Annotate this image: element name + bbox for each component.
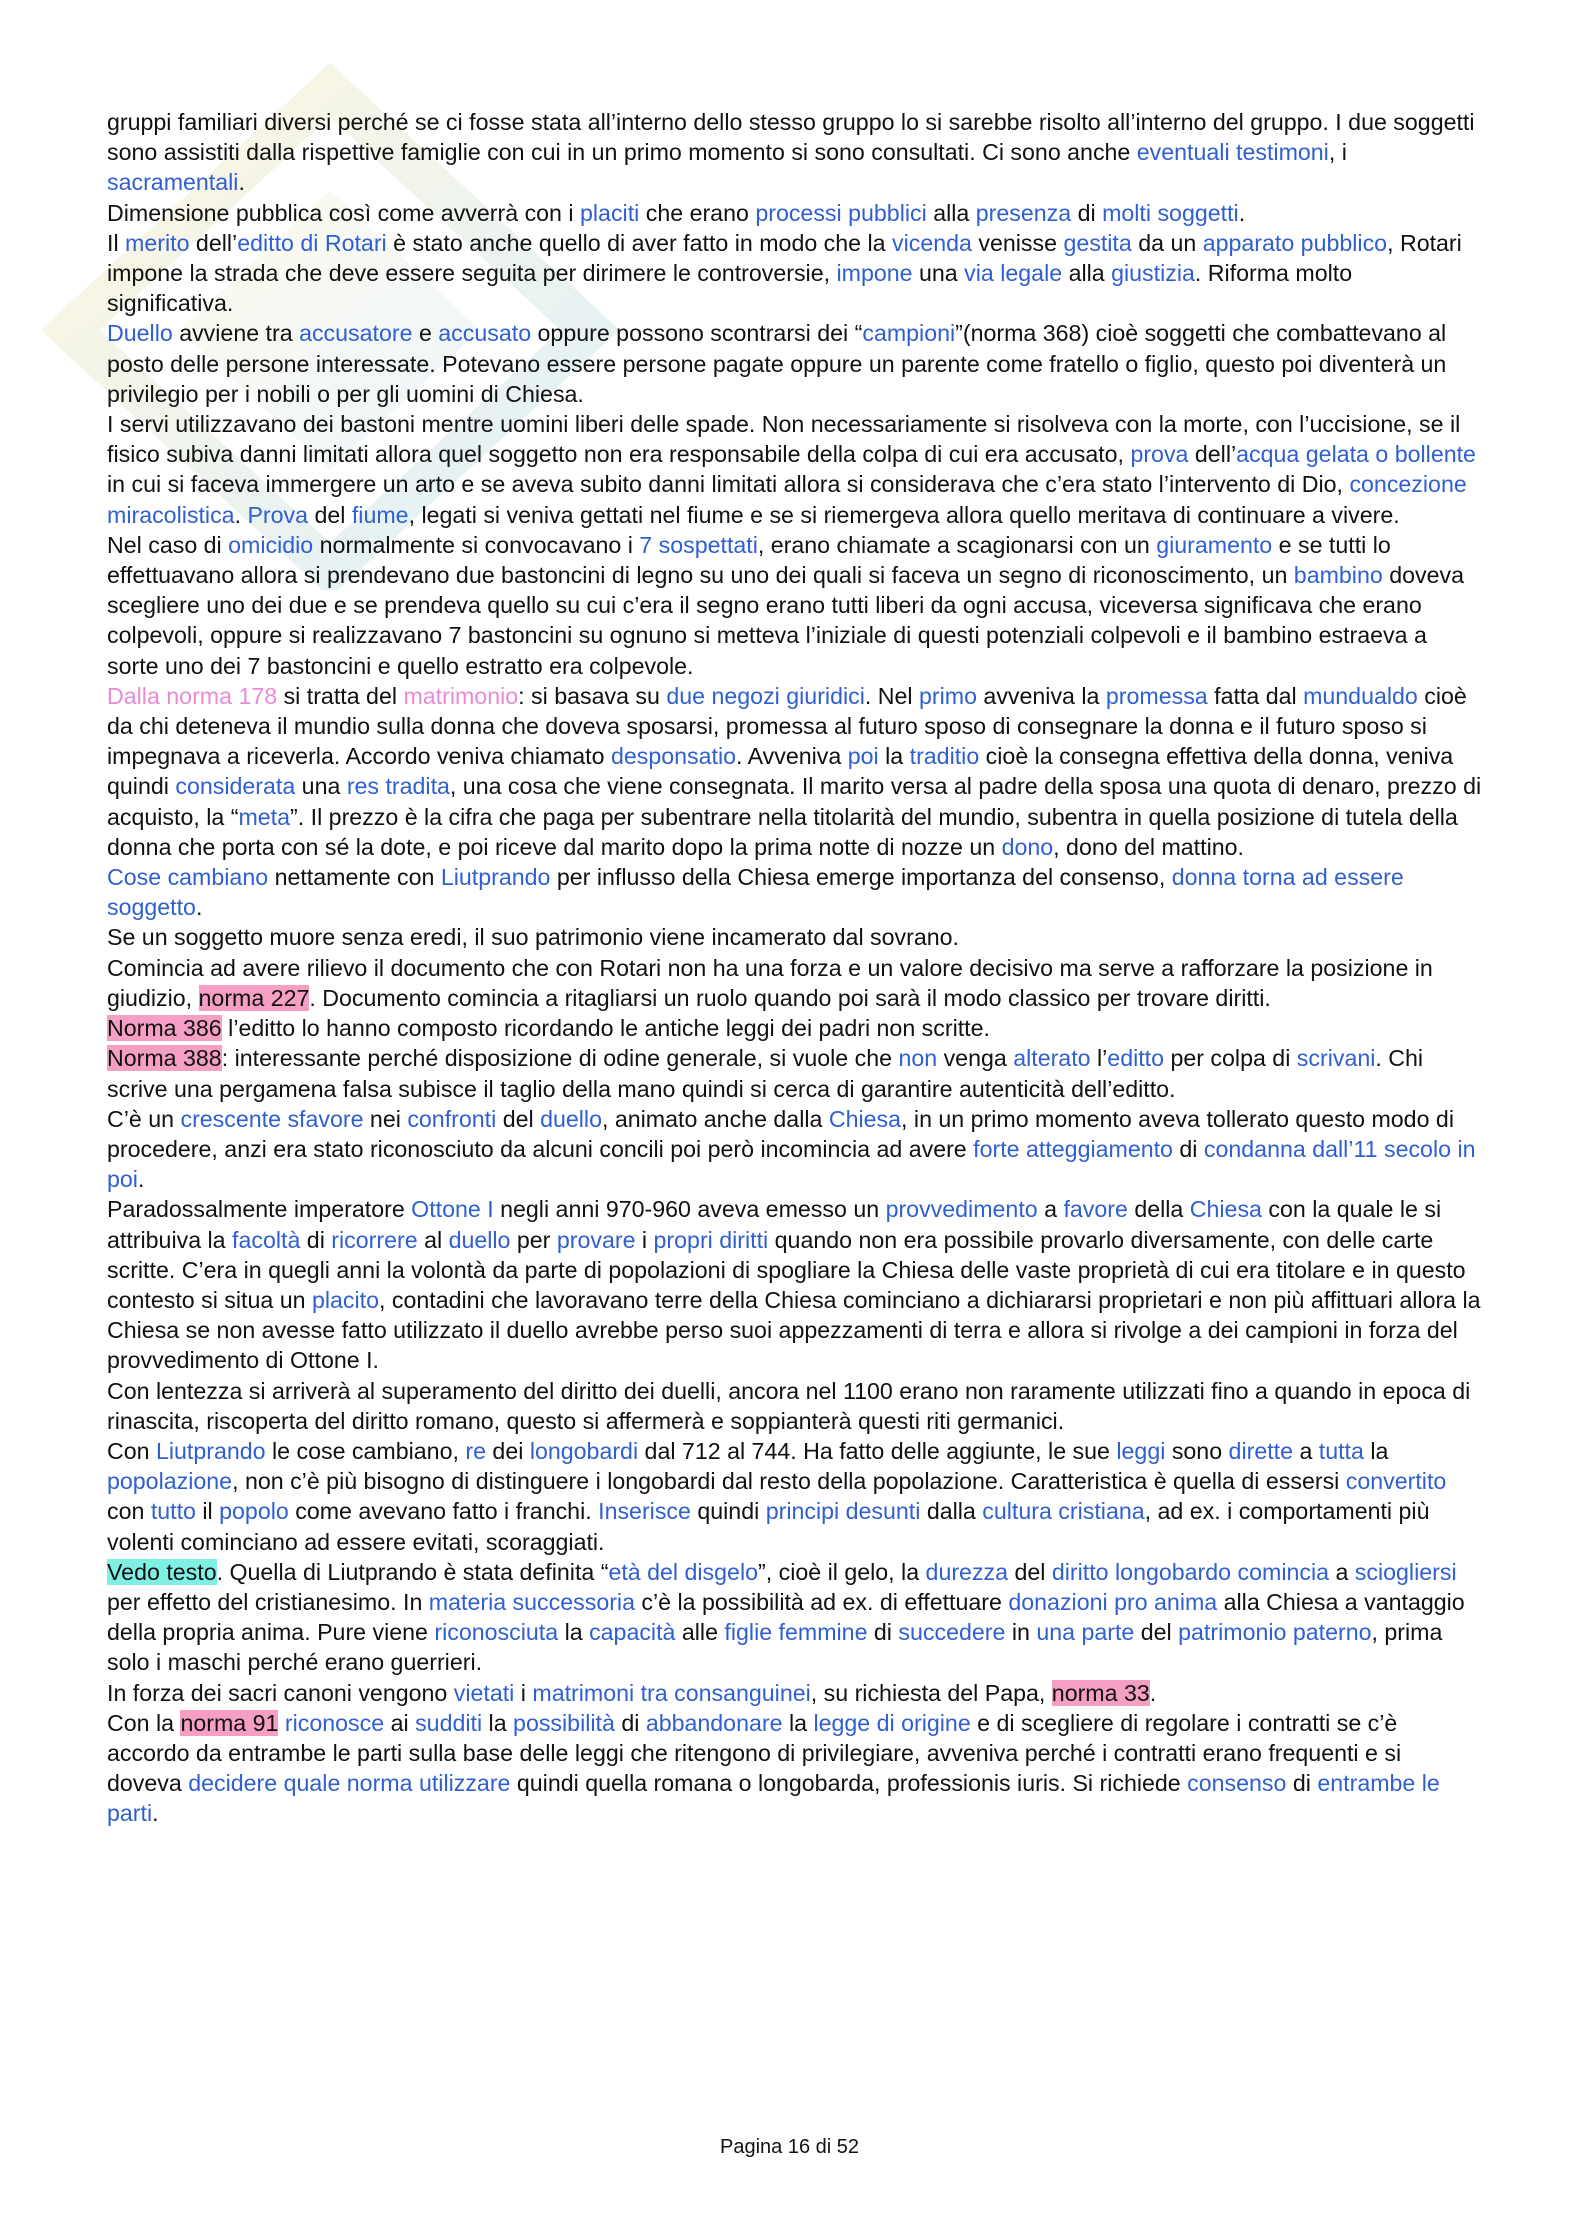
text-run: , Rotari impone la strada che deve essere seguita per dirimere le controversie, [107, 229, 1462, 287]
text-run: . Avveniva [736, 743, 848, 770]
text-blue: editto [1107, 1045, 1165, 1072]
paragraph [107, 198, 1482, 228]
text-run: Paradossalmente imperatore [107, 1196, 412, 1223]
text-run: ”(norma 368) cioè soggetti che combattevano al posto delle persone interessate. Potevano essere persone pagate oppure un parente come fratello o figlio, questo poi diventerà un privilegio per i nobili o per gli uomini di Chiesa. [107, 320, 1447, 407]
text-run: Il [107, 229, 126, 256]
paragraph [107, 862, 1482, 922]
text-run: in cui si faceva immergere un arto e se aveva subito danni limitati allora si considerava che c’era stato l’intervento di Dio, [107, 471, 1350, 498]
text-run: cioè da chi deteneva il mundio sulla donna che doveva sposarsi, promessa al futuro sposo di consegnare la donna e il futuro sposo si impegnava a riceverla. Accordo veniva chiamato [107, 682, 1467, 770]
text-run: fatta dal [1207, 682, 1304, 709]
text-run: dei [485, 1437, 530, 1464]
text-blue: Inserisce [598, 1498, 691, 1525]
text-blue: capacità [589, 1619, 676, 1646]
text-blue: campioni [862, 320, 956, 347]
text-blue: abbandonare [645, 1709, 783, 1736]
text-pink: matrimonio [403, 682, 519, 709]
text-blue: omicidio [228, 531, 314, 558]
text-blue: Duello [107, 320, 173, 347]
text-run: alla [1062, 260, 1112, 287]
text-run: venisse [971, 229, 1064, 256]
text-run: oppure possono scontrarsi dei “ [531, 320, 863, 347]
text-blue: cultura cristiana [982, 1498, 1145, 1525]
text-run: di [1286, 1770, 1318, 1797]
text-run: Con [107, 1437, 156, 1464]
text-blue: primo [919, 682, 977, 709]
page-footer [0, 2136, 1579, 2159]
text-run: ”, cioè il gelo, la [758, 1558, 926, 1585]
text-blue: provare [556, 1226, 636, 1253]
text-blue: gestita [1063, 229, 1132, 256]
text-run: di [300, 1226, 332, 1253]
text-run: dal 712 al 744. Ha fatto delle aggiunte, le sue [638, 1437, 1117, 1464]
text-blue: Liutprando [155, 1437, 266, 1464]
text-run: . Documento comincia a ritagliarsi un ruolo quando poi sarà il modo classico per trovare diritti. [309, 984, 1271, 1011]
text-run: del [1008, 1558, 1052, 1585]
text-blue: Cose cambiano [107, 864, 269, 891]
text-hl-pink: norma 227 [198, 984, 310, 1011]
text-run: del [496, 1105, 541, 1132]
text-run: dalla [920, 1498, 983, 1525]
text-run: da un [1131, 229, 1203, 256]
text-blue: condanna dall’11 secolo in poi [107, 1135, 1476, 1193]
text-run: Con la [107, 1709, 181, 1736]
text-run: di [1071, 199, 1103, 226]
text-blue: riconosce [284, 1709, 385, 1736]
text-run: . [234, 501, 248, 528]
text-blue: crescente sfavore [180, 1105, 364, 1132]
paragraph [107, 107, 1482, 198]
text-run: C’è un [107, 1105, 181, 1132]
paragraph [107, 530, 1482, 681]
text-run: la [482, 1709, 514, 1736]
text-blue: Liutprando [440, 864, 551, 891]
text-run: Dimensione pubblica così come avverrà con i [107, 199, 580, 226]
text-blue: re [465, 1437, 486, 1464]
text-blue: placito [311, 1286, 379, 1313]
paragraph [107, 1376, 1482, 1436]
text-blue: facoltà [232, 1226, 301, 1253]
text-hl-pink: Norma 386 [107, 1015, 222, 1042]
text-run: . Quella di Liutprando è stata definita “ [216, 1558, 609, 1585]
text-run: nettamente con [268, 864, 441, 891]
text-run: quindi [690, 1498, 766, 1525]
text-blue: una parte [1036, 1619, 1135, 1646]
text-blue: donazioni pro anima [1008, 1588, 1218, 1615]
text-run: in [1005, 1619, 1037, 1646]
text-hl-pink: norma 91 [180, 1709, 279, 1736]
paragraph [107, 318, 1482, 409]
text-run: avviene tra [172, 320, 300, 347]
text-blue: Chiesa [828, 1105, 902, 1132]
text-run: una [295, 773, 347, 800]
text-blue: sacramentali [107, 169, 239, 196]
text-blue: diritto longobardo [1051, 1558, 1232, 1585]
text-run: , animato anche dalla [601, 1105, 829, 1132]
text-blue: sudditi [415, 1709, 483, 1736]
text-blue: poi [847, 743, 879, 770]
text-run: gruppi familiari diversi perché se ci fosse stata all’interno dello stesso gruppo lo si sarebbe risolto all’interno del gruppo. I due soggetti sono assistiti dalla rispettive famiglie con cui in un primo momento si sono consultati. Ci sono anche [107, 109, 1475, 166]
text-blue: molti soggetti [1102, 199, 1239, 226]
text-run: a [1037, 1196, 1064, 1223]
text-blue: considerata [175, 773, 296, 800]
text-run: negli anni 970-960 aveva emesso un [493, 1196, 886, 1223]
text-blue: entrambe le parti [107, 1770, 1440, 1827]
text-run: Con lentezza si arriverà al superamento del diritto dei duelli, ancora nel 1100 erano non raramente utilizzati fino a quando in epoca di rinascita, riscoperta del diritto romano, questo si affermerà e soppianterà questi riti germanici. [107, 1377, 1471, 1434]
text-run: . [152, 1800, 159, 1827]
text-run: Comincia ad avere rilievo il documento che con Rotari non ha una forza e un valore decisivo ma serve a rafforzare la posizione in giudizio, [107, 954, 1433, 1011]
text-run: che erano [639, 199, 756, 226]
paragraph [107, 1708, 1482, 1829]
text-run: con [107, 1498, 151, 1525]
text-run: del [1134, 1619, 1179, 1646]
text-run: per colpa di [1164, 1045, 1297, 1072]
text-blue: duello [540, 1105, 602, 1132]
text-run: , legati si veniva gettati nel fiume e se si riemergeva allora quello meritava di continuare a vivere. [408, 501, 1400, 528]
text-run: Se un soggetto muore senza eredi, il suo patrimonio viene incamerato dal sovrano. [107, 924, 959, 951]
text-run: quindi quella romana o longobarda, professionis iuris. Si richiede [510, 1770, 1188, 1797]
paragraph [107, 681, 1482, 862]
text-run: la [1363, 1437, 1389, 1464]
text-run: i [514, 1679, 533, 1706]
text-run: per influsso della Chiesa emerge importanza del consenso, [550, 864, 1172, 891]
text-blue: impone [836, 260, 913, 287]
paragraph [107, 1678, 1482, 1708]
text-run: , una cosa che viene consegnata. Il marito versa al padre della sposa una quota di denaro, prezzo di acquisto, la “ [107, 773, 1482, 830]
text-run: . [1238, 199, 1246, 226]
text-blue: duello [448, 1226, 511, 1253]
text-blue: ricorrere [331, 1226, 418, 1253]
text-run: e [412, 320, 439, 347]
text-run: sono [1165, 1437, 1229, 1464]
text-run: . Nel [864, 682, 919, 709]
paragraph [107, 1013, 1482, 1043]
paragraph [107, 409, 1482, 530]
text-run: , dono del mattino. [1053, 833, 1244, 860]
text-run: di [614, 1709, 646, 1736]
text-run: normalmente si convocavano i [313, 531, 640, 558]
text-run: della [1127, 1196, 1190, 1223]
text-run: : si basava su [518, 682, 667, 709]
text-run: . [1149, 1679, 1157, 1706]
paragraph [107, 228, 1482, 319]
paragraph [107, 1557, 1482, 1678]
text-run: di [867, 1619, 899, 1646]
text-blue: popolo [219, 1498, 289, 1525]
text-blue: vicenda [892, 229, 972, 256]
text-run: venga [937, 1045, 1014, 1072]
text-run: c’è la possibilità ad ex. di effettuare [634, 1588, 1009, 1615]
text-run: al [417, 1226, 449, 1253]
text-run: , prima solo i maschi perché erano guerrieri. [107, 1619, 1443, 1676]
text-run: . Chi scrive una pergamena falsa subisce il taglio della mano quindi si cerca di garantire autenticità dell’editto. [107, 1045, 1424, 1102]
text-blue: riconosciuta [434, 1619, 559, 1646]
text-run: ai [384, 1709, 416, 1736]
text-blue: res tradita [346, 773, 450, 800]
text-blue: presenza [975, 199, 1072, 226]
text-run: quando non era possibile provarlo diversamente, con delle carte scritte. C’era in quegli anni la volontà da parte di popolazioni di spogliare la Chiesa delle vaste proprietà di cui era titolare e in questo contesto si situa un [107, 1226, 1466, 1313]
text-blue: possibilità [513, 1709, 615, 1736]
text-blue: acqua gelata o bollente [1236, 441, 1476, 468]
text-blue: convertito [1345, 1468, 1447, 1495]
text-blue: non [898, 1045, 938, 1072]
text-run: , in un primo momento aveva tollerato questo modo di procedere, anzi era stato riconosciuto da alcuni concili poi però incomincia ad avere [107, 1105, 1454, 1162]
text-blue: merito [125, 229, 190, 256]
text-blue: scrivani [1296, 1045, 1376, 1072]
text-run: . [195, 894, 203, 921]
text-blue: durezza [925, 1558, 1009, 1585]
text-blue: popolazione [107, 1468, 233, 1495]
text-pink: Dalla norma 178 [107, 682, 278, 709]
text-blue: Chiesa [1189, 1196, 1262, 1223]
text-run: . [238, 169, 245, 196]
text-blue: leggi [1116, 1437, 1166, 1464]
text-run: per [510, 1226, 557, 1253]
text-run: dell’ [189, 229, 238, 256]
text-blue: succedere [898, 1619, 1006, 1646]
text-blue: tutta [1318, 1437, 1364, 1464]
text-blue: consenso [1187, 1770, 1287, 1797]
text-blue: matrimoni tra consanguinei [532, 1679, 811, 1706]
text-blue: concezione miracolistica [107, 471, 1467, 528]
text-blue: dono [1001, 833, 1054, 860]
text-run: alla [926, 199, 976, 226]
text-run: cioè la consegna effettiva della donna, veniva quindi [107, 743, 1454, 800]
document-body [107, 107, 1482, 1829]
text-run: la [782, 1709, 814, 1736]
text-blue: giuramento [1156, 531, 1273, 558]
text-blue: placiti [580, 199, 640, 226]
page-number: Pagina 16 di 52 [719, 2136, 859, 2158]
text-blue: età del disgelo [608, 1558, 758, 1585]
text-blue: dirette [1228, 1437, 1293, 1464]
text-run: Nel caso di [107, 531, 229, 558]
text-blue: provvedimento [885, 1196, 1038, 1223]
text-blue: forte atteggiamento [973, 1135, 1173, 1162]
text-hl-pink: norma 33 [1051, 1679, 1150, 1706]
text-blue: tutto [150, 1498, 196, 1525]
text-blue: bambino [1293, 562, 1383, 589]
text-run: a [1293, 1437, 1319, 1464]
text-run: , erano chiamate a scagionarsi con un [757, 531, 1157, 558]
text-blue: processi pubblici [755, 199, 927, 226]
text-blue: accusato [438, 320, 532, 347]
text-blue: principi desunti [765, 1498, 921, 1525]
text-run: con la quale le si attribuiva la [107, 1196, 1442, 1253]
text-blue: due negozi giuridici [666, 682, 865, 709]
paragraph [107, 953, 1482, 1013]
text-run: come avevano fatto i franchi. [288, 1498, 599, 1525]
text-blue: fiume [351, 501, 409, 528]
text-run: doveva scegliere uno dei due e se prendeva quello su cui c’era il segno erano tutti liberi da ogni accusa, viceversa significava che erano colpevoli, oppure si realizzavano 7 bastoncini su ognuno si metteva l’iniziale di questi potenziali colpevoli e il bambino estraeva a sorte uno dei 7 bastoncini e quello estratto era colpevole. [107, 562, 1464, 679]
text-run: , su richiesta del Papa, [810, 1679, 1052, 1706]
text-blue: favore [1063, 1196, 1128, 1223]
text-run: del [308, 501, 352, 528]
text-run: , non c’è più bisogno di distinguere i longobardi dal resto della popolazione. Caratteristica è quella di essersi [232, 1468, 1346, 1495]
text-blue: meta [238, 803, 291, 830]
text-blue: sciogliersi [1354, 1558, 1457, 1585]
text-run: . [137, 1166, 145, 1193]
text-blue: comincia [1237, 1558, 1330, 1585]
text-blue: patrimonio paterno [1178, 1619, 1372, 1646]
text-run: per effetto del cristianesimo. In [107, 1588, 429, 1615]
paragraph [107, 1104, 1482, 1195]
text-run: alla Chiesa a vantaggio della propria anima. Pure viene [107, 1588, 1465, 1646]
text-blue: accusatore [299, 320, 413, 347]
text-run: si tratta del [277, 682, 404, 709]
text-blue: desponsatio [610, 743, 737, 770]
text-blue: 7 sospettati [639, 531, 758, 558]
text-blue: promessa [1105, 682, 1208, 709]
text-hl-pink: Norma 388 [107, 1045, 222, 1072]
text-run: : interessante perché disposizione di odine generale, si vuole che [221, 1045, 899, 1072]
text-blue: decidere quale norma utilizzare [188, 1770, 511, 1797]
text-run: ”. Il prezzo è la cifra che paga per subentrare nella titolarità del mundio, subentra in quella posizione di tutela della donna che porta con sé la dote, e poi riceve dal marito dopo la prima notte di nozze un [107, 803, 1458, 860]
text-blue: longobardi [529, 1437, 639, 1464]
text-blue: via legale [964, 260, 1063, 287]
paragraph [107, 922, 1482, 952]
text-run: l’ [1090, 1045, 1108, 1072]
paragraph [107, 1043, 1482, 1103]
text-run: i [635, 1226, 654, 1253]
text-run: , ad ex. i comportamenti più volenti cominciano ad essere evitati, scoraggiati. [107, 1498, 1430, 1555]
text-blue: editto di Rotari [237, 229, 387, 256]
text-run: , i [1328, 139, 1347, 166]
text-run: e se tutti lo effettuavano allora si prendevano due bastoncini di legno su uno dei quali si faceva un segno di riconoscimento, un [107, 531, 1391, 589]
text-blue: Ottone I [411, 1196, 494, 1223]
text-run: , contadini che lavoravano terre della Chiesa cominciano a dichiararsi proprietari e non più affittuari allora la Chiesa se non avesse fatto utilizzato il duello avrebbe perso suoi appezzamenti di terra e allora si rivolge a dei campioni in forza del provvedimento di Ottone I. [107, 1286, 1481, 1374]
text-blue: apparato pubblico [1202, 229, 1388, 256]
text-run: di [1172, 1135, 1204, 1162]
text-blue: giustizia [1111, 260, 1195, 287]
text-run: . Riforma molto significativa. [107, 260, 1353, 317]
text-run: In forza dei sacri canoni vengono [107, 1679, 454, 1706]
text-blue: alterato [1013, 1045, 1091, 1072]
text-blue: mundualdo [1303, 682, 1418, 709]
text-blue: legge di origine [813, 1709, 971, 1736]
text-blue: eventuali testimoni [1136, 139, 1329, 166]
text-blue: vietati [453, 1679, 515, 1706]
text-blue: traditio [909, 743, 980, 770]
text-run: a [1329, 1558, 1355, 1585]
text-run: una [912, 260, 965, 287]
text-run: avveniva la [976, 682, 1106, 709]
text-blue: propri diritti [653, 1226, 769, 1253]
paragraph [107, 1194, 1482, 1375]
text-run: e di scegliere di regolare i contratti se c’è accordo da entrambe le parti sulla base delle leggi che ritengono di privilegiare, avveniva perché i contratti erano frequenti e si doveva [107, 1709, 1402, 1797]
text-blue: materia successoria [428, 1588, 635, 1615]
text-blue: confronti [407, 1105, 497, 1132]
text-run: è stato anche quello di aver fatto in modo che la [386, 229, 892, 256]
text-run: la [878, 743, 910, 770]
text-run: alle [675, 1619, 725, 1646]
paragraph [107, 1436, 1482, 1557]
text-hl-cyan: Vedo testo [107, 1558, 217, 1585]
text-run: il [195, 1498, 220, 1525]
text-run: le cose cambiano, [265, 1437, 466, 1464]
text-blue: Prova [247, 501, 309, 528]
text-run: l’editto lo hanno composto ricordando le antiche leggi dei padri non scritte. [221, 1015, 990, 1042]
text-run: nei [363, 1105, 408, 1132]
text-run: I servi utilizzavano dei bastoni mentre uomini liberi delle spade. Non necessariamente si risolveva con la morte, con l’uccisione, se il fisico subiva danni limitati allora quel soggetto non era responsabile della colpa di cui era accusato, [107, 411, 1461, 468]
text-blue: figlie femmine [724, 1619, 868, 1646]
text-run: dell’ [1188, 441, 1237, 468]
text-run: la [558, 1619, 590, 1646]
text-blue: prova [1130, 441, 1189, 468]
text-blue: donna torna ad essere soggetto [107, 864, 1404, 921]
